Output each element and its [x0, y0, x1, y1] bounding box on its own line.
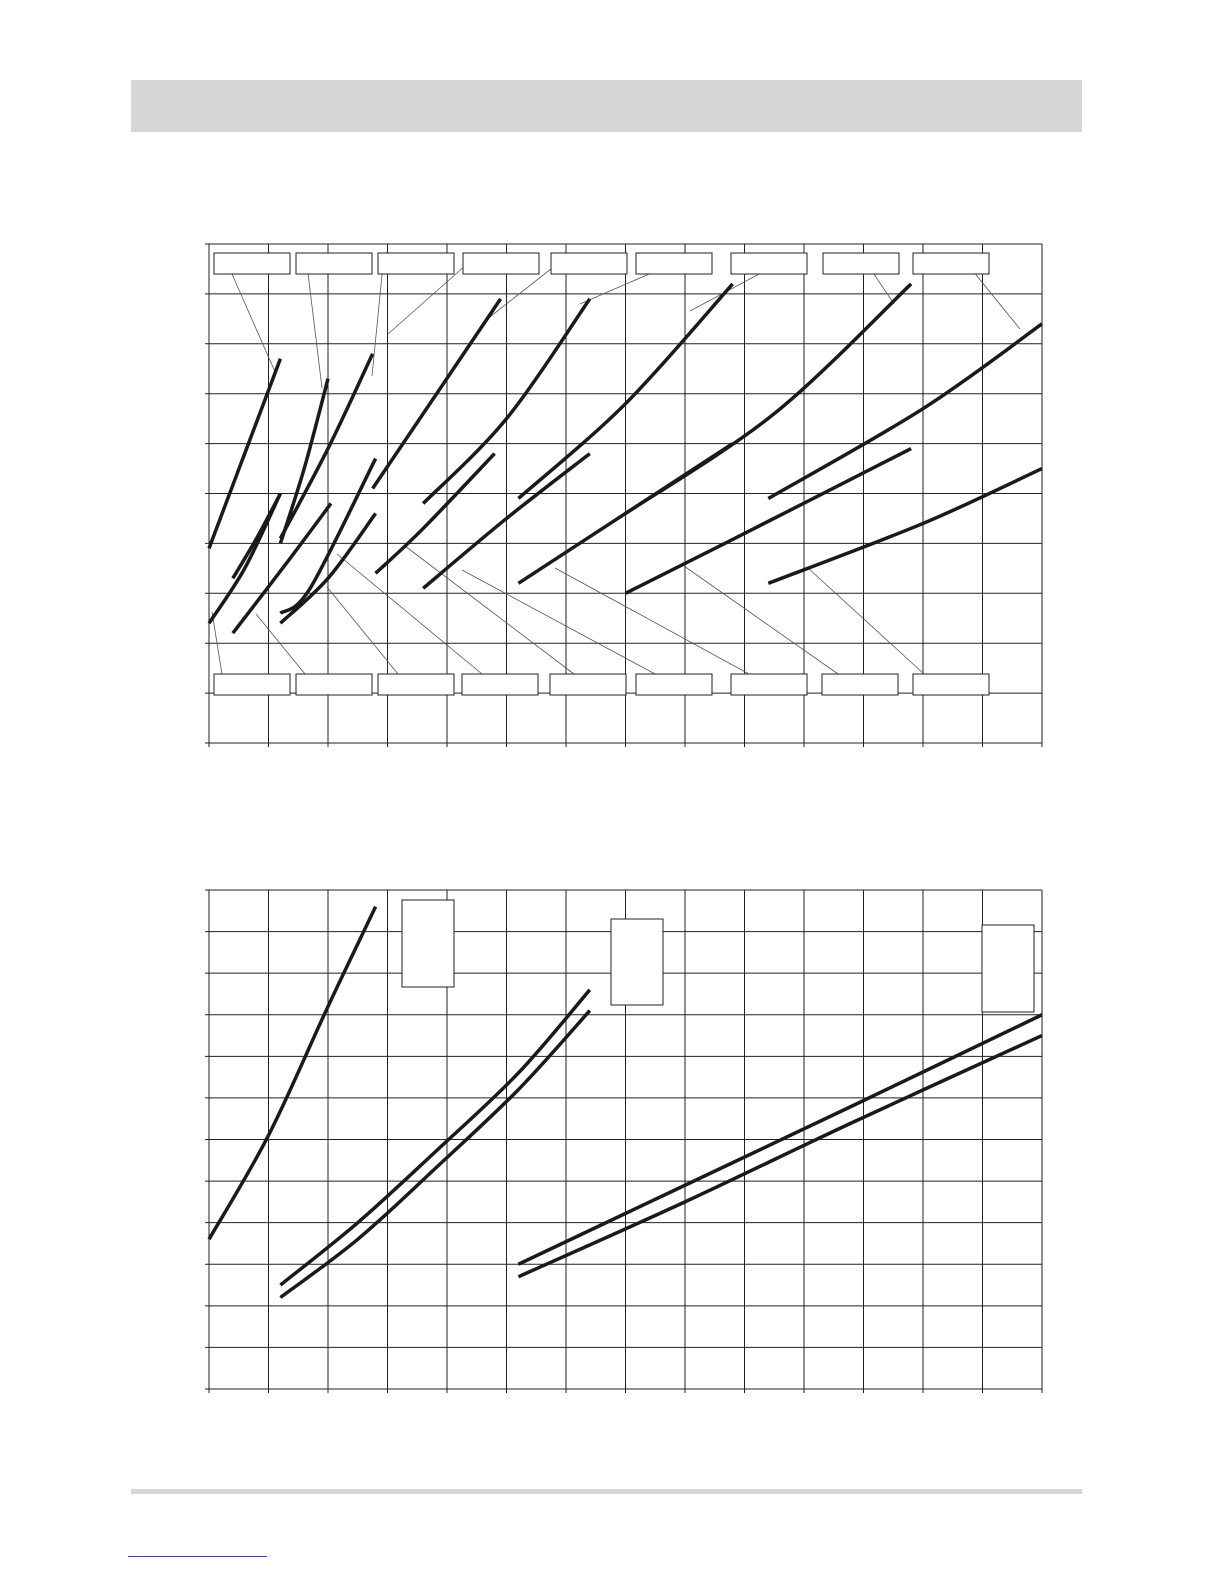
series-label-box: [913, 674, 989, 695]
series-line: [376, 454, 495, 574]
series-label-box: [731, 674, 807, 695]
series-label-box: [913, 253, 989, 274]
series-label-box: [463, 253, 539, 274]
series-label-box: [378, 674, 454, 695]
series-label-box: [214, 253, 290, 274]
series-label-box: [550, 674, 626, 695]
series-label-box: [214, 674, 290, 695]
label-leader-line: [684, 566, 838, 674]
series-label-box: [823, 253, 899, 274]
series-label-box: [551, 253, 627, 274]
series-label-box: [731, 253, 807, 274]
series-label-box: [982, 925, 1034, 1012]
label-leader-line: [968, 265, 1020, 329]
series-line: [626, 449, 912, 594]
series-label-box: [822, 674, 898, 695]
series-label-box: [611, 919, 663, 1005]
label-leader-line: [337, 554, 482, 674]
series-label-box: [296, 674, 372, 695]
chart-lower: [0, 882, 1224, 1394]
label-leader-line: [808, 568, 924, 674]
series-line: [280, 990, 589, 1285]
label-leader-line: [462, 570, 655, 674]
series-label-box: [462, 674, 538, 695]
label-leader-line: [372, 265, 383, 376]
label-leader-line: [388, 265, 466, 334]
series-label-box: [402, 900, 454, 987]
footer-link[interactable]: [128, 1556, 267, 1557]
series-label-box: [636, 674, 712, 695]
label-leader-line: [307, 265, 322, 388]
series-line: [626, 284, 912, 514]
series-line: [768, 469, 1042, 584]
header-band: [131, 80, 1082, 132]
series-label-box: [378, 253, 454, 274]
series-label-box: [636, 253, 712, 274]
footer-rule: [131, 1489, 1082, 1494]
series-line: [768, 324, 1042, 499]
series-line: [233, 494, 281, 579]
label-leader-line: [555, 568, 749, 674]
chart-upper: [0, 236, 1224, 748]
series-label-box: [296, 253, 372, 274]
series-line: [518, 1036, 1042, 1277]
series-line: [209, 907, 376, 1240]
